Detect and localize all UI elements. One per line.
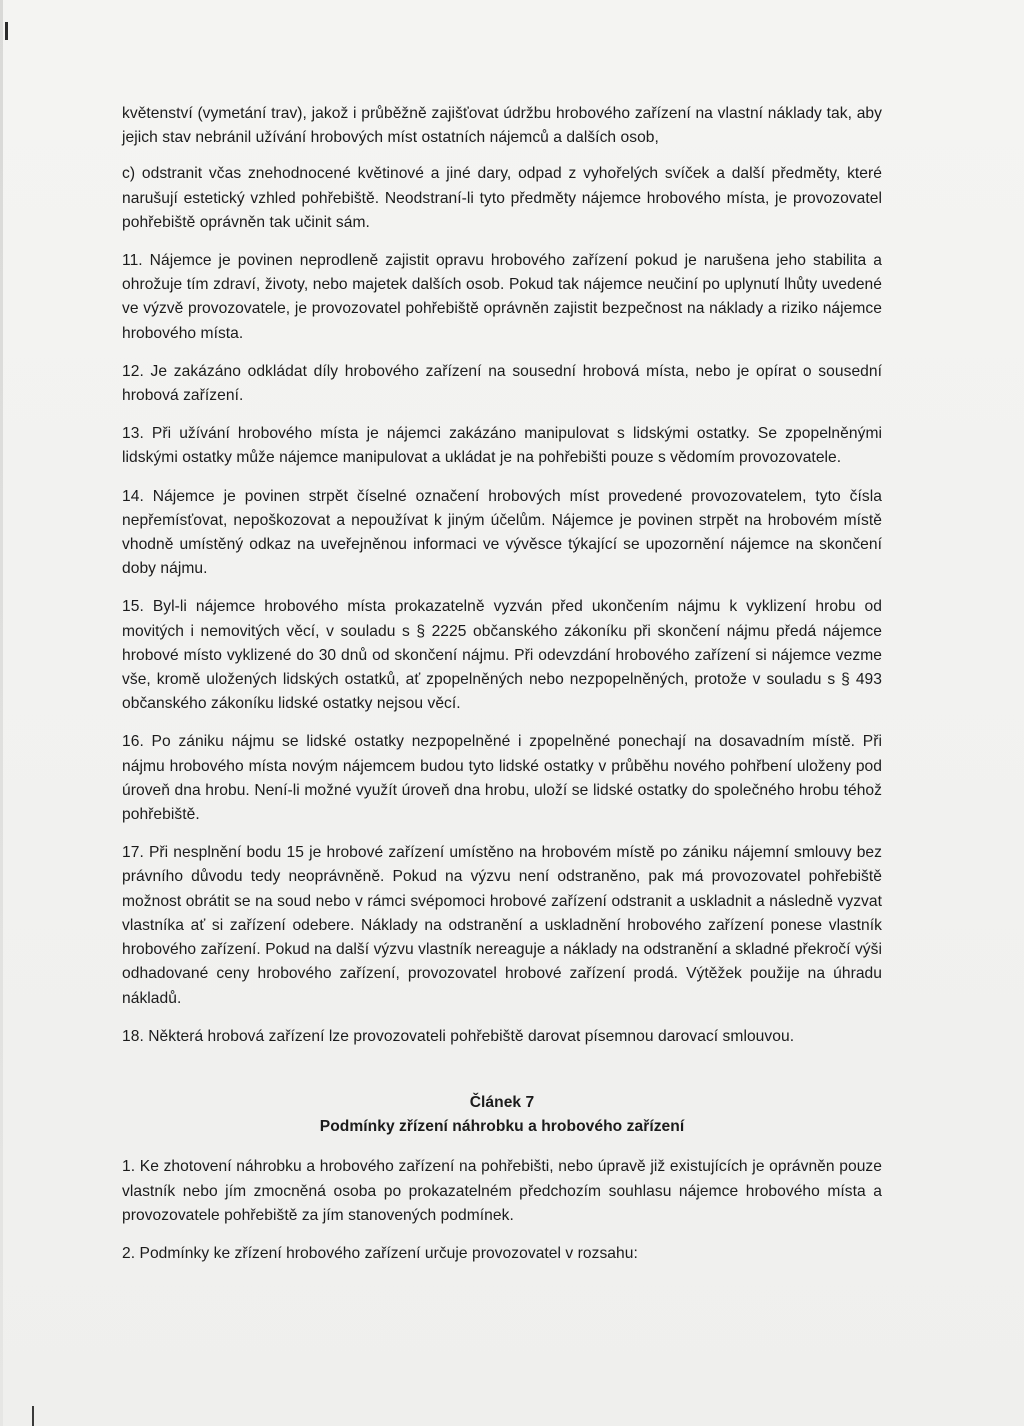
document-body [122,102,882,1280]
article-7-paragraph-1: 1. Ke zhotovení náhrobku a hrobového zařízení na pohřebišti, nebo úpravě již existujících je oprávněn pouze vlastník nebo jím zmocněná osoba po prokazatelném předchozím souhlasu nájemce hrobového místa a provozovatele pohřebiště za jím stanovených podmínek. [122,1158,882,1224]
page-left-edge [0,0,3,1426]
article-7-paragraph-2: 2. Podmínky ke zřízení hrobového zařízení určuje provozovatel v rozsahu: [122,1244,638,1262]
paragraph-12: 12. Je zakázáno odkládat díly hrobového zařízení na sousední hrobová místa, nebo je opírat o sousední hrobová zařízení. [122,362,882,405]
paragraph-continuation: květenství (vymetání trav), jakož i průběžně zajišťovat údržbu hrobového zařízení na vlastní náklady tak, aby jejich stav nebránil užívání hrobových míst ostatních nájemců a dalších osob, [122,105,882,147]
paragraph-13: 13. Při užívání hrobového místa je nájemci zakázáno manipulovat s lidskými ostatky. Se zpopelněnými lidskými ostatky může nájemce manipulovat a ukládat je na pohřebišti pouze s vědomím provozovatele. [122,425,882,467]
article-number: Článek 7 [469,1093,535,1111]
paragraph-14: 14. Nájemce je povinen strpět číselné označení hrobových míst provedené provozovatelem, tyto čísla nepřemísťovat, nepoškozovat a nepoužívat k jiným účelům. Nájemce je povinen strpět na hrobovém místě vhodně umístěný odkaz na uveřejněnou informaci ve vývěsce týkající se upozornění nájemce na skončení doby nájmu. [122,487,882,578]
paragraph-15: 15. Byl-li nájemce hrobového místa prokazatelně vyzván před ukončením nájmu k vyklizení hrobu od movitých i nemovitých věcí, v souladu s § 2225 občanského zákoníku při skončení nájmu předá nájemce hrobové místo vyklizené do 30 dnů od skončení nájmu. Při odevzdání hrobového zařízení si nájemce vezme vše, kromě uložených lidských ostatků, ať zpopelněných nebo nezpopelněných, protože v souladu s § 493 občanského zákoníku lidské ostatky nejsou věcí. [122,598,882,713]
paragraph-18: 18. Některá hrobová zařízení lze provozovateli pohřebiště darovat písemnou darovací smlouvou. [122,1027,795,1045]
scan-mark-top [5,22,8,40]
scan-mark-bottom [32,1406,34,1426]
article-title: Podmínky zřízení náhrobku a hrobového zařízení [319,1118,685,1136]
paragraph-17: 17. Při nesplnění bodu 15 je hrobové zařízení umístěno na hrobovém místě po zániku nájemní smlouvy bez právního důvodu tedy neoprávněně. Pokud na výzvu není odstraněno, pak má provozovatel pohřebiště možnost obrátit se na soud nebo v rámci svépomoci hrobové zařízení odstranit a uskladnit a následně vyzvat vlastníka ať si zařízení odebere. Náklady na odstranění a uskladnění hrobového zařízení ponese vlastník hrobového zařízení. Pokud na další výzvu vlastník nereaguje a náklady na odstranění a skladné překročí výši odhadované ceny hrobového zařízení, provozovatel hrobové zařízení prodá. Výtěžek použije na úhradu nákladů. [122,844,882,1007]
paragraph-11: 11. Nájemce je povinen neprodleně zajistit opravu hrobového zařízení pokud je narušena jeho stabilita a ohrožuje tím zdraví, životy, nebo majetek dalších osob. Pokud tak nájemce neučiní po uplynutí lhůty uvedené ve výzvě provozovatele, je provozovatel pohřebiště oprávněn zajistit bezpečnost na náklady a riziko nájemce hrobového místa. [122,252,882,342]
paragraph-c: c) odstranit včas znehodnocené květinové a jiné dary, odpad z vyhořelých svíček a další předměty, které narušují estetický vzhled pohřebiště. Neodstraní-li tyto předměty nájemce hrobového místa, je provozovatel pohřebiště oprávněn tak učinit sám. [122,165,882,231]
paragraph-16: 16. Po zániku nájmu se lidské ostatky nezpopelněné i zpopelněné ponechají na dosavadním místě. Při nájmu hrobového místa novým nájemcem budou tyto lidské ostatky v průběhu nového pohřbení uloženy pod úroveň dna hrobu. Není-li možné využít úroveň dna hrobu, uloží se lidské ostatky do společného hrobu téhož pohřebiště. [122,733,882,824]
article-heading [122,1091,882,1139]
